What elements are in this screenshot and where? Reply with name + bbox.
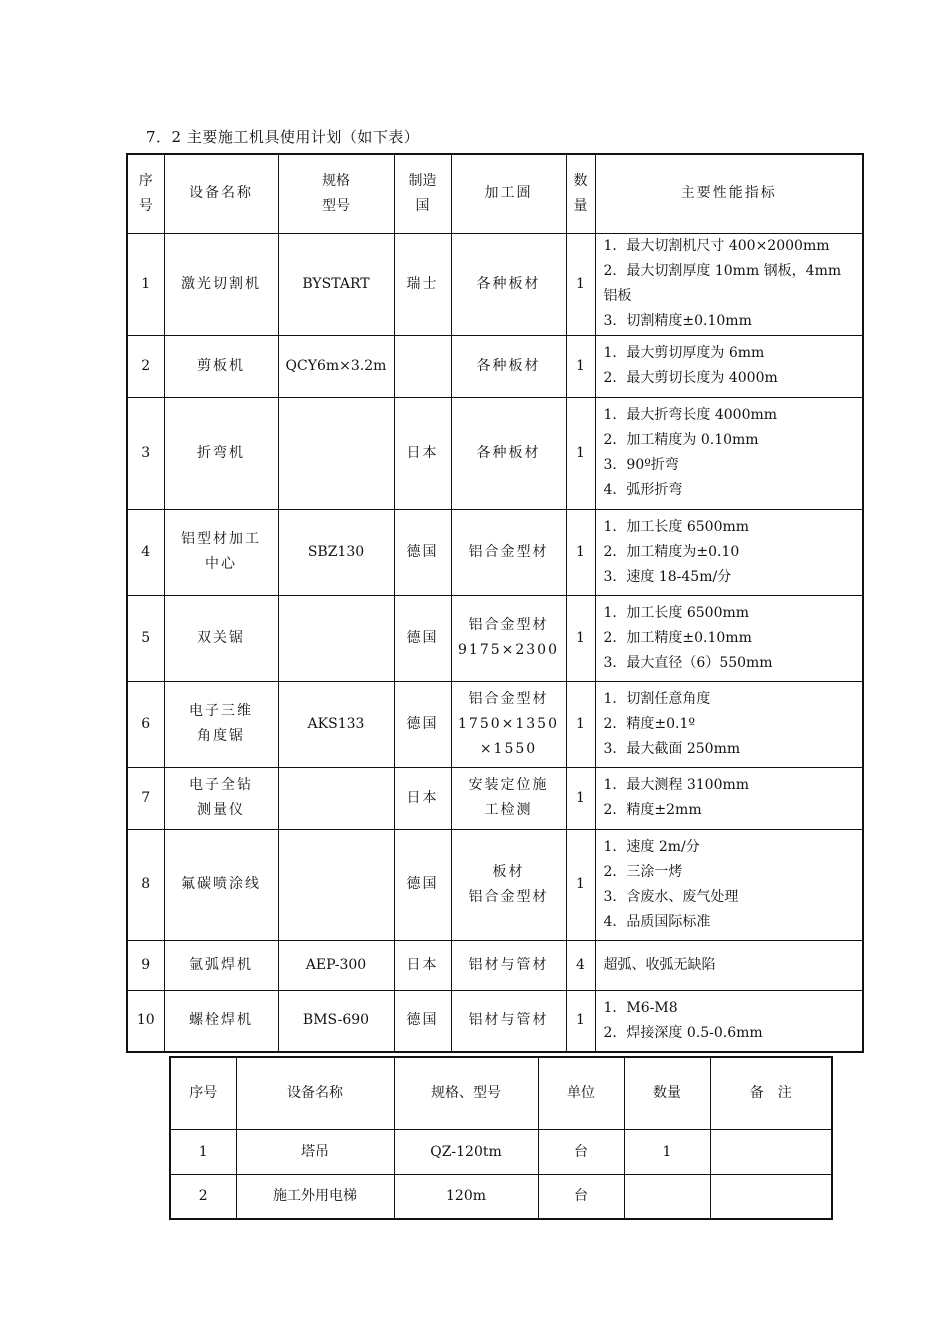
cell-perf-line: 1．加工长度 6500mm [603, 604, 750, 621]
cell-name [164, 990, 278, 1052]
header-qty: 数 量 [566, 154, 595, 233]
cell-made [394, 335, 451, 397]
cell-qty: 1 [566, 595, 595, 681]
table-row [127, 335, 863, 397]
cell-name-line: 电子全钻 [189, 777, 253, 793]
cell-process [451, 233, 566, 335]
t2-cell-seq: 2 [170, 1174, 236, 1219]
cell-perf-line: 1．M6-M8 [603, 999, 678, 1016]
t2-cell-note [710, 1174, 832, 1219]
t2-header-note: 备 注 [710, 1057, 832, 1129]
cell-made: 德国 [394, 595, 451, 681]
cell-perf-line: 4．弧形折弯 [603, 482, 683, 498]
cell-process-line: 板材 [492, 863, 525, 880]
section-heading: 7．2 主要施工机具使用计划（如下表） [146, 128, 420, 146]
cell-process-line: 安装定位施 [468, 777, 549, 793]
cell-name [164, 829, 278, 940]
cell-process-line: 各种板材 [476, 444, 541, 461]
cell-qty: 1 [566, 335, 595, 397]
table2-header-row [170, 1057, 832, 1129]
cell-perf-line: 超弧、收弧无缺陷 [603, 956, 716, 973]
t2-cell-name: 施工外用电梯 [236, 1174, 394, 1219]
cell-qty: 1 [566, 829, 595, 940]
cell-qty: 1 [566, 990, 595, 1052]
cell-seq: 4 [127, 509, 164, 595]
table-row [127, 233, 863, 335]
cell-name-line: 电子三维 [189, 703, 253, 719]
cell-name-line: 剪板机 [197, 357, 245, 374]
cell-qty: 1 [566, 397, 595, 509]
cell-perf-line: 2．最大切割厚度 10mm 钢板，4mm [603, 263, 842, 279]
cell-made: 德国 [394, 509, 451, 595]
cell-perf [595, 767, 863, 829]
table-row [127, 990, 863, 1052]
cell-seq: 9 [127, 940, 164, 990]
cell-process [451, 829, 566, 940]
cell-perf-line: 2．三涂一烤 [603, 863, 683, 880]
cell-perf-line: 1．最大剪切厚度为 6mm [603, 345, 765, 361]
cell-qty: 1 [566, 767, 595, 829]
cell-spec: BMS-690 [278, 990, 394, 1052]
table2-row [170, 1174, 832, 1219]
cell-qty: 1 [566, 233, 595, 335]
cell-perf-line: 3．速度 18-45m/分 [603, 568, 732, 585]
cell-perf-line: 1．切割任意角度 [603, 690, 711, 707]
cell-seq: 7 [127, 767, 164, 829]
t2-cell-note [710, 1129, 832, 1174]
cell-perf-line: 3．90º折弯 [603, 457, 679, 473]
cell-name-line: 氟碳喷涂线 [181, 876, 261, 892]
cell-spec [278, 397, 394, 509]
header-spec: 规格 型号 [278, 154, 394, 233]
cell-seq: 8 [127, 829, 164, 940]
table2-row [170, 1129, 832, 1174]
cell-made: 日本 [394, 397, 451, 509]
cell-process [451, 335, 566, 397]
table-row [127, 829, 863, 940]
t2-header-unit: 单位 [538, 1057, 624, 1129]
header-made: 制造 国 [394, 154, 451, 233]
cell-perf-line: 2．焊接深度 0.5-0.6mm [603, 1024, 763, 1041]
cell-process-line: 铝材与管材 [468, 1012, 549, 1029]
cell-perf-line: 2．精度±2mm [603, 802, 702, 818]
cell-perf-line: 4．品质国际标准 [603, 913, 711, 930]
cell-process [451, 509, 566, 595]
t2-header-name: 设备名称 [236, 1057, 394, 1129]
cell-spec: BYSTART [278, 233, 394, 335]
cell-name [164, 233, 278, 335]
cell-name [164, 397, 278, 509]
cell-qty: 1 [566, 509, 595, 595]
cell-seq: 3 [127, 397, 164, 509]
cell-spec: AKS133 [278, 681, 394, 767]
cell-perf [595, 829, 863, 940]
cell-spec [278, 767, 394, 829]
cell-perf [595, 681, 863, 767]
cell-process-line: ×1550 [479, 740, 538, 757]
table-row [127, 397, 863, 509]
cell-perf-line: 1．最大折弯长度 4000mm [603, 407, 778, 423]
cell-seq: 6 [127, 681, 164, 767]
cell-perf-line: 1．加工长度 6500mm [603, 518, 750, 535]
cell-name [164, 509, 278, 595]
cell-process-line: 1750×1350 [458, 715, 559, 732]
cell-made: 瑞士 [394, 233, 451, 335]
cell-process-line: 铝合金型材 [468, 617, 549, 633]
cell-spec: AEP-300 [278, 940, 394, 990]
cell-name-line: 双关锯 [197, 629, 245, 646]
cell-seq: 5 [127, 595, 164, 681]
cell-process-line: 工检测 [484, 802, 533, 818]
cell-seq: 10 [127, 990, 164, 1052]
cell-perf [595, 335, 863, 397]
cell-name-line: 铝型材加工 [181, 531, 261, 547]
cell-perf-line: 3．最大直径（6）550mm [603, 654, 773, 671]
cell-name-line: 角度锯 [197, 728, 245, 744]
table-row [127, 681, 863, 767]
machinery-table [126, 153, 864, 1053]
cell-perf-line: 2．最大剪切长度为 4000m [603, 370, 778, 386]
t2-cell-unit: 台 [538, 1129, 624, 1174]
cell-perf-line: 2．加工精度为±0.10 [603, 543, 740, 560]
cell-process-line: 铝合金型材 [468, 888, 549, 905]
cell-seq: 1 [127, 233, 164, 335]
cell-process [451, 990, 566, 1052]
cell-perf-line: 3．含废水、废气处理 [603, 888, 739, 905]
t2-cell-unit: 台 [538, 1174, 624, 1219]
cell-name-line: 中心 [205, 556, 237, 572]
t2-header-seq: 序号 [170, 1057, 236, 1129]
cell-perf [595, 397, 863, 509]
cell-perf-line: 1．速度 2m/分 [603, 838, 700, 855]
cell-process-line: 铝材与管材 [468, 956, 549, 973]
cell-spec: QCY6m×3.2m [278, 335, 394, 397]
table-row [127, 595, 863, 681]
cell-made: 日本 [394, 940, 451, 990]
cell-name-line: 氩弧焊机 [189, 956, 253, 973]
cell-process [451, 681, 566, 767]
t2-cell-qty [624, 1174, 710, 1219]
cell-process [451, 767, 566, 829]
header-name: 设备名称 [164, 154, 278, 233]
cell-spec [278, 829, 394, 940]
cell-process-line: 9175×2300 [458, 642, 559, 658]
cell-perf [595, 990, 863, 1052]
cell-perf [595, 233, 863, 335]
cell-perf-line: 2．加工精度为 0.10mm [603, 432, 759, 448]
cell-perf-line: 1．最大测程 3100mm [603, 777, 750, 793]
cell-qty: 1 [566, 681, 595, 767]
cell-name-line: 螺栓焊机 [189, 1012, 253, 1029]
cell-perf-line: 2．精度±0.1º [603, 715, 695, 732]
cell-perf [595, 509, 863, 595]
cell-process-line: 铝合金型材 [468, 543, 549, 560]
cell-name [164, 940, 278, 990]
cell-name [164, 595, 278, 681]
t2-header-spec: 规格、型号 [394, 1057, 538, 1129]
table-header-row [127, 154, 863, 233]
cell-process-line: 铝合金型材 [468, 690, 549, 707]
cell-seq: 2 [127, 335, 164, 397]
cell-name-line: 激光切割机 [181, 275, 261, 292]
table-row [127, 940, 863, 990]
cell-made: 德国 [394, 681, 451, 767]
construction-equipment-table [169, 1056, 833, 1220]
header-seq: 序 号 [127, 154, 164, 233]
cell-name [164, 767, 278, 829]
cell-process [451, 595, 566, 681]
cell-perf-line: 3．最大截面 250mm [603, 740, 741, 757]
header-perf: 主要性能指标 [595, 154, 863, 233]
table-row [127, 767, 863, 829]
cell-spec [278, 595, 394, 681]
cell-made: 德国 [394, 829, 451, 940]
cell-perf-line: 1．最大切割机尺寸 400×2000mm [603, 238, 830, 254]
cell-name-line: 折弯机 [197, 444, 245, 461]
cell-perf [595, 595, 863, 681]
t2-cell-seq: 1 [170, 1129, 236, 1174]
cell-made: 德国 [394, 990, 451, 1052]
t2-cell-spec: 120m [394, 1174, 538, 1219]
cell-name-line: 测量仪 [197, 802, 245, 818]
cell-perf-line: 2．加工精度±0.10mm [603, 629, 752, 646]
cell-process-line: 各种板材 [476, 357, 541, 374]
cell-process [451, 940, 566, 990]
cell-perf-line: 3．切割精度±0.10mm [603, 313, 752, 329]
t2-cell-name: 塔吊 [236, 1129, 394, 1174]
cell-process [451, 397, 566, 509]
table-row [127, 509, 863, 595]
cell-perf-line: 铝板 [603, 288, 632, 304]
cell-name [164, 335, 278, 397]
header-process: 加工圄 [451, 154, 566, 233]
t2-cell-spec: QZ-120tm [394, 1129, 538, 1174]
cell-qty: 4 [566, 940, 595, 990]
t2-cell-qty: 1 [624, 1129, 710, 1174]
cell-perf [595, 940, 863, 990]
cell-made: 日本 [394, 767, 451, 829]
cell-spec: SBZ130 [278, 509, 394, 595]
cell-process-line: 各种板材 [476, 275, 541, 292]
cell-name [164, 681, 278, 767]
t2-header-qty: 数量 [624, 1057, 710, 1129]
